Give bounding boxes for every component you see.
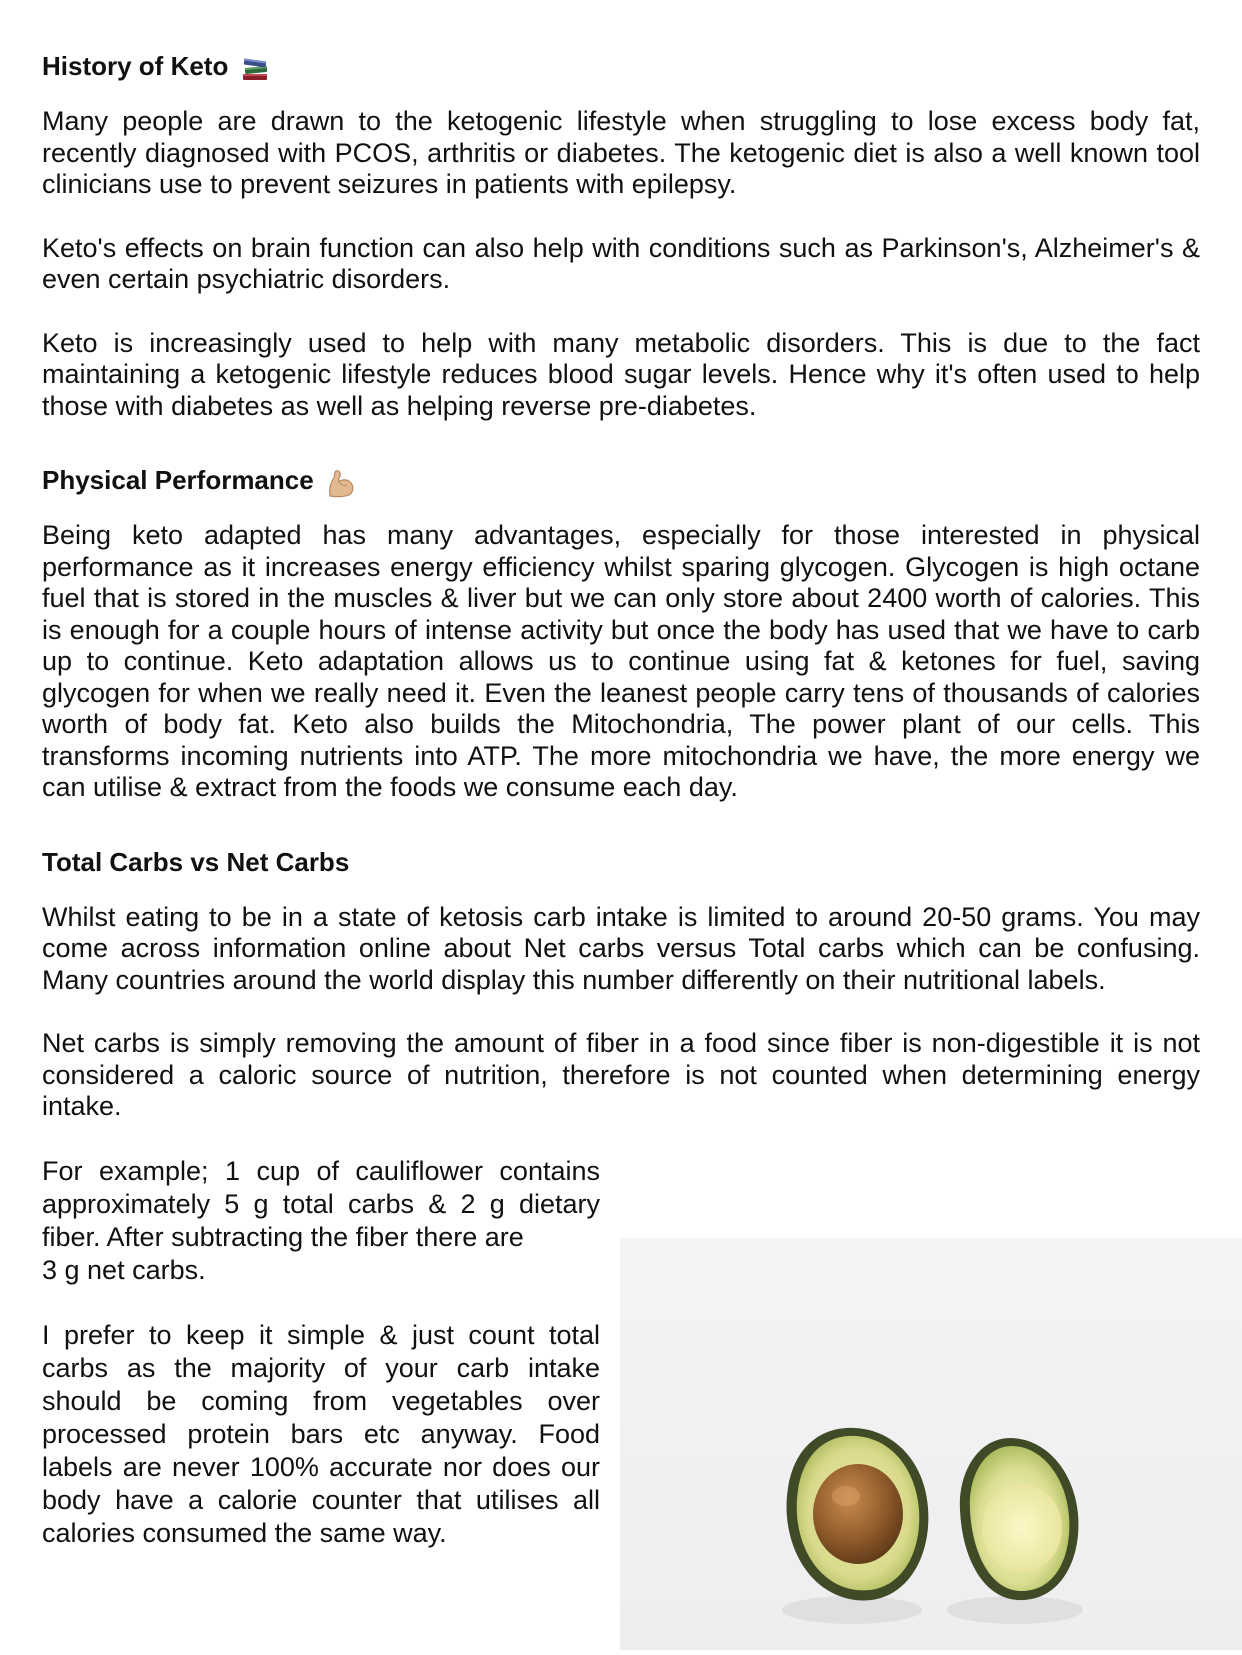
- avocado-halves-photo: [620, 1238, 1242, 1650]
- example-line-2: 3 g net carbs.: [42, 1254, 206, 1285]
- history-paragraph-1: Many people are drawn to the ketogenic lifestyle when struggling to lose excess body fat, recently diagnosed with PCOS, arthritis or diabetes. The ketogenic diet is also a well known tool clinicians use to prevent seizures in patients with epilepsy.: [42, 106, 1200, 199]
- carbs-paragraph-1: Whilst eating to be in a state of ketosis carb intake is limited to around 20-50 grams. You may come across information online about Net carbs versus Total carbs which can be confusing. Many countries around the world display this number differently on their nutritional labels.: [42, 901, 1200, 995]
- history-paragraph-3: Keto is increasingly used to help with many metabolic disorders. This is due to the fact maintaining a ketogenic lifestyle reduces blood sugar levels. Hence why it's often used to help those with diabetes as well as helping reverse pre-diabetes.: [42, 327, 1200, 421]
- books-icon: [238, 49, 272, 83]
- flexed-biceps-icon: [324, 463, 358, 497]
- history-heading: [42, 38, 1200, 94]
- carbs-heading: [42, 834, 1200, 890]
- carbs-heading-text: Total Carbs vs Net Carbs: [42, 846, 350, 877]
- performance-heading: [42, 452, 1200, 508]
- performance-heading-text: Physical Performance: [42, 465, 314, 495]
- history-heading-text: History of Keto: [42, 51, 229, 81]
- example-paragraph: [42, 1155, 600, 1287]
- closing-paragraph: I prefer to keep it simple & just count total carbs as the majority of your carb intake should be coming from vegetables over processed protein bars etc anyway. Food labels are never 100% accurate nor does our body have a calorie counter that utilises all calories consumed the same way.: [42, 1319, 600, 1548]
- history-paragraph-2: Keto's effects on brain function can also help with conditions such as Parkinson's, Alzheimer's & even certain psychiatric disorders.: [42, 232, 1200, 294]
- example-line-1: For example; 1 cup of cauliflower contains approximately 5 g total carbs & 2 g dietary fiber. After subtracting the fiber there are: [42, 1155, 600, 1252]
- carbs-paragraph-2: Net carbs is simply removing the amount of fiber in a food since fiber is non-digestible it is not considered a caloric source of nutrition, therefore is not counted when determining energy intake.: [42, 1028, 1200, 1121]
- performance-paragraph: Being keto adapted has many advantages, especially for those interested in physical performance as it increases energy efficiency whilst sparing glycogen. Glycogen is high octane fuel that is stored in the muscles & liver but we can only store about 2400 worth of calories. This is enough for a couple hours of intense activity but once the body has used that we have to carb up to continue. Keto adaptation allows us to continue using fat & ketones for fuel, saving glycogen for when we really need it. Even the leanest people carry tens of thousands of calories worth of body fat. Keto also builds the Mitochondria, The power plant of our cells. This transforms incoming nutrients into ATP. The more mitochondria we have, the more energy we can utilise & extract from the foods we consume each day.: [42, 520, 1200, 802]
- example-text-column: [42, 1155, 600, 1550]
